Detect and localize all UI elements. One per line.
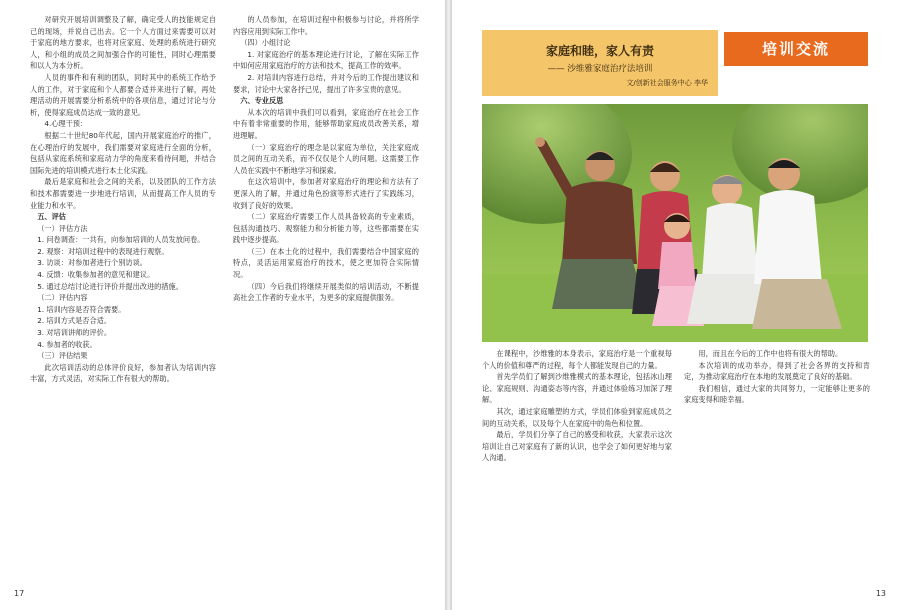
article-title: 家庭和睦，家人有责 [545, 44, 654, 58]
paragraph: 首先学员们了解到沙维雅模式的基本理论，包括冰山理论、家庭规则、沟通姿态等内容，并通过体验练习加深了理解。 [482, 372, 672, 405]
paragraph: 在这次培训中，参加者对家庭治疗的理论和方法有了更深入的了解，并通过角色扮演等形式进行了实践练习，收到了良好的效果。 [233, 177, 419, 210]
paragraph: 最后，学员们分享了自己的感受和收获，大家表示这次培训让自己对家庭有了新的认识，也学会了如何更好地与家人沟通。 [482, 430, 672, 463]
list-item: 3. 访谈：对参加者进行个别访谈。 [37, 258, 147, 268]
paragraph: 1. 对家庭治疗的基本理论进行讨论，了解在实际工作中如何应用家庭治疗的方法和技术，提高工作的效率。 [233, 49, 419, 71]
paragraph: 在课程中，沙维雅的本身表示，家庭治疗是一个重视每个人的价值和尊严的过程，每个人都能发现自己的力量。 [482, 349, 672, 370]
paragraph: 对研究开展培训调整及了解，确定受人的技能规定自己的现场，并说自己出去。它一个人方面过来需要可以对于家庭的地方要求，也将对应家庭、处理的系统进行研究人，和小组的成员之间加强合作的可能性，同时心理需要和以人为本分析。 [30, 15, 216, 71]
list-item: 4. 参加者的收获。 [37, 339, 97, 349]
paragraph: 用，而且在今后的工作中也将有很大的帮助。 [698, 349, 843, 358]
paragraph: 4.心理干预： [44, 119, 88, 129]
paragraph: （一）评估方法 [37, 223, 88, 233]
article-title-box [482, 30, 718, 96]
paragraph: 我们相信，通过大家的共同努力，一定能够让更多的家庭变得和睦幸福。 [684, 383, 870, 405]
article-subtitle: —— 沙维雅家庭治疗法培训 [547, 64, 653, 74]
section-badge: 培训交流 [724, 32, 868, 66]
family-photo [482, 104, 868, 342]
paragraph: （二）家庭治疗需要工作人员具备较高的专业素质，包括沟通技巧、观察能力和分析能力等，这些都需要在实践中逐步提高。 [233, 212, 419, 245]
paragraph: 此次培训活动的总体评价良好，参加者认为培训内容丰富，方式灵活，对实际工作有很大的帮助。 [30, 362, 216, 384]
list-item: 2. 观察：对培训过程中的表现进行观察。 [37, 246, 169, 256]
list-item: 3. 对培训讲师的评价。 [37, 328, 112, 338]
list-item: 1. 培训内容是否符合需要。 [37, 304, 126, 314]
list-item: 2. 培训方式是否合适。 [37, 316, 112, 326]
paragraph: 人员的事件和有利的团队，同时其中的系统工作给予人的工作，对于家庭和个人都要合适并来进行了解，再处理活动的开展需要分析系统中的各项信息，通过讨论与分析，使得家庭成员达成一致的意见。 [30, 72, 216, 117]
list-item: 5. 通过总结讨论进行评价并提出改进的措施。 [37, 281, 183, 291]
right-page [452, 0, 900, 610]
page-number: 17 [14, 589, 25, 598]
paragraph: 本次培训的成功举办，得到了社会各界的支持和肯定，为推动家庭治疗在本地的发展奠定了良好的基础。 [684, 360, 870, 382]
paragraph: 从本次的培训中我们可以看到，家庭治疗在社会工作中有着非常重要的作用，能够帮助家庭成员改善关系，增进理解。 [233, 107, 419, 140]
paragraph: （二）评估内容 [37, 293, 88, 303]
article-byline: 文/创新社会服务中心 李华 [626, 79, 708, 87]
section-heading: 五、评估 [37, 212, 66, 222]
right-column-1 [482, 348, 672, 588]
page-number: 13 [875, 589, 886, 598]
paragraph: （四）今后我们将继续开展类似的培训活动，不断提高社会工作者的专业水平，为更多的家庭提供服务。 [233, 281, 419, 303]
paragraph: 其次，通过家庭雕塑的方式，学员们体验到家庭成员之间的互动关系，以及每个人在家庭中的角色和位置。 [482, 406, 672, 428]
paragraph: 2. 对培训内容进行总结，并对今后的工作提出建议和要求，讨论中大家各抒己见，提出了许多宝贵的意见。 [233, 72, 419, 94]
list-item: 4. 反馈：收集参加者的意见和建议。 [37, 270, 155, 280]
gutter [445, 0, 452, 610]
section-heading: 六、专业反思 [240, 96, 284, 106]
paragraph: （三）在本土化的过程中，我们需要结合中国家庭的特点，灵活运用家庭治疗的技术，使之更加符合实际情况。 [233, 246, 419, 280]
paragraph: （一）家庭治疗的理念是以家庭为单位，关注家庭成员之间的互动关系，而不仅仅是个人的问题。这需要工作人员在实践中不断地学习和探索。 [233, 142, 419, 175]
left-column-2 [233, 14, 419, 584]
paragraph: 根据二十世纪80年代起，国内开展家庭治疗的推广，在心理治疗的发展中，我们需要对家庭进行全面的分析，包括从家庭系统和家庭动力学的角度来看待问题，并结合国际先进的培训模式进行本土化实践。 [30, 130, 216, 175]
paragraph: （三）评估结果 [37, 351, 88, 361]
left-page [0, 0, 445, 610]
list-item: 1. 问卷调查：一共有，向参加培训的人员发放问卷。 [37, 235, 205, 245]
paragraph: （四）小组讨论 [240, 38, 291, 48]
right-column-2 [684, 348, 870, 588]
paragraph: 的人员参加，在培训过程中积极参与讨论，并将所学内容应用到实际工作中。 [233, 15, 419, 36]
paragraph: 最后是家庭和社会之间的关系，以及团队的工作方法和技术都需要进一步地进行培训，从而提高工作人员的专业能力和水平。 [30, 177, 216, 210]
left-column-1 [30, 14, 216, 584]
